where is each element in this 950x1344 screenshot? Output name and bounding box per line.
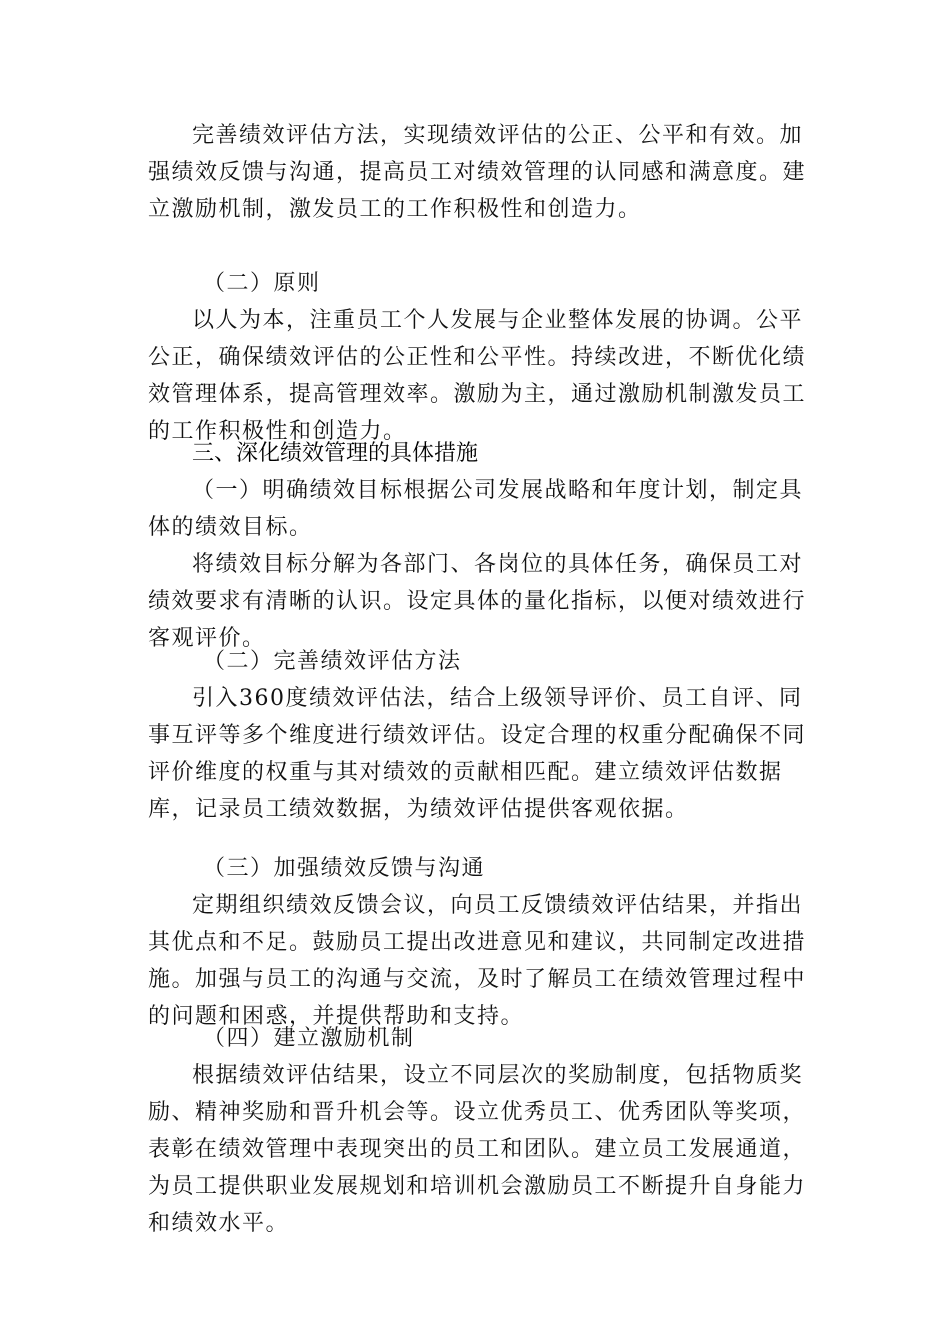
paragraph-text: 完善绩效评估方法，实现绩效评估的公正、公平和有效。加强绩效反馈与沟通，提高员工对绩效管理的认同感和满意度。建立激励机制，激发员工的工作积极性和创造力。 <box>148 123 807 222</box>
paragraph-text: 定期组织绩效反馈会议，向员工反馈绩效评估结果，并指出其优点和不足。鼓励员工提出改进意见和建议，共同制定改进措施。加强与员工的沟通与交流，及时了解员工在绩效管理过程中的问题和困惑，并提供帮助和支持。 <box>148 893 807 1029</box>
section-heading-measures: 三、深化绩效管理的具体措施 <box>192 441 479 466</box>
subheading-evaluation: （二）完善绩效评估方法 <box>203 649 462 674</box>
subheading-feedback: （三）加强绩效反馈与沟通 <box>203 856 486 881</box>
paragraph-principle <box>148 302 810 450</box>
paragraph-text: 根据绩效评估结果，设立不同层次的奖励制度，包括物质奖励、精神奖励和晋升机会等。设立优秀员工、优秀团队等奖项，表彰在绩效管理中表现突出的员工和团队。建立员工发展通道，为员工提供职业发展规划和培训机会激励员工不断提升自身能力和绩效水平。 <box>148 1063 807 1236</box>
paragraph-text: 以人为本，注重员工个人发展与企业整体发展的协调。公平公正，确保绩效评估的公正性和公平性。持续改进，不断优化绩效管理体系，提高管理效率。激励为主，通过激励机制激发员工的工作积极性和创造力。 <box>148 308 807 444</box>
paragraph-incentive <box>148 1057 810 1242</box>
paragraph-decompose-goals <box>148 546 810 657</box>
paragraph-goals <box>148 117 810 228</box>
paragraph-evaluation <box>148 680 810 828</box>
paragraph-feedback <box>148 887 810 1035</box>
subheading-principle: （二）原则 <box>203 271 321 296</box>
paragraph-text: 将绩效目标分解为各部门、各岗位的具体任务，确保员工对绩效要求有清晰的认识。设定具体的量化指标，以便对绩效进行客观评价。 <box>148 552 807 651</box>
paragraph-text: 引入360度绩效评估法，结合上级领导评价、员工自评、同事互评等多个维度进行绩效评估。设定合理的权重分配确保不同评价维度的权重与其对绩效的贡献相匹配。建立绩效评估数据库，记录员工绩效数据，为绩效评估提供客观依据。 <box>148 686 807 822</box>
subheading-incentive: （四）建立激励机制 <box>203 1026 415 1051</box>
paragraph-clear-goals <box>148 472 810 546</box>
paragraph-text: （一）明确绩效目标根据公司发展战略和年度计划，制定具体的绩效目标。 <box>148 478 804 540</box>
